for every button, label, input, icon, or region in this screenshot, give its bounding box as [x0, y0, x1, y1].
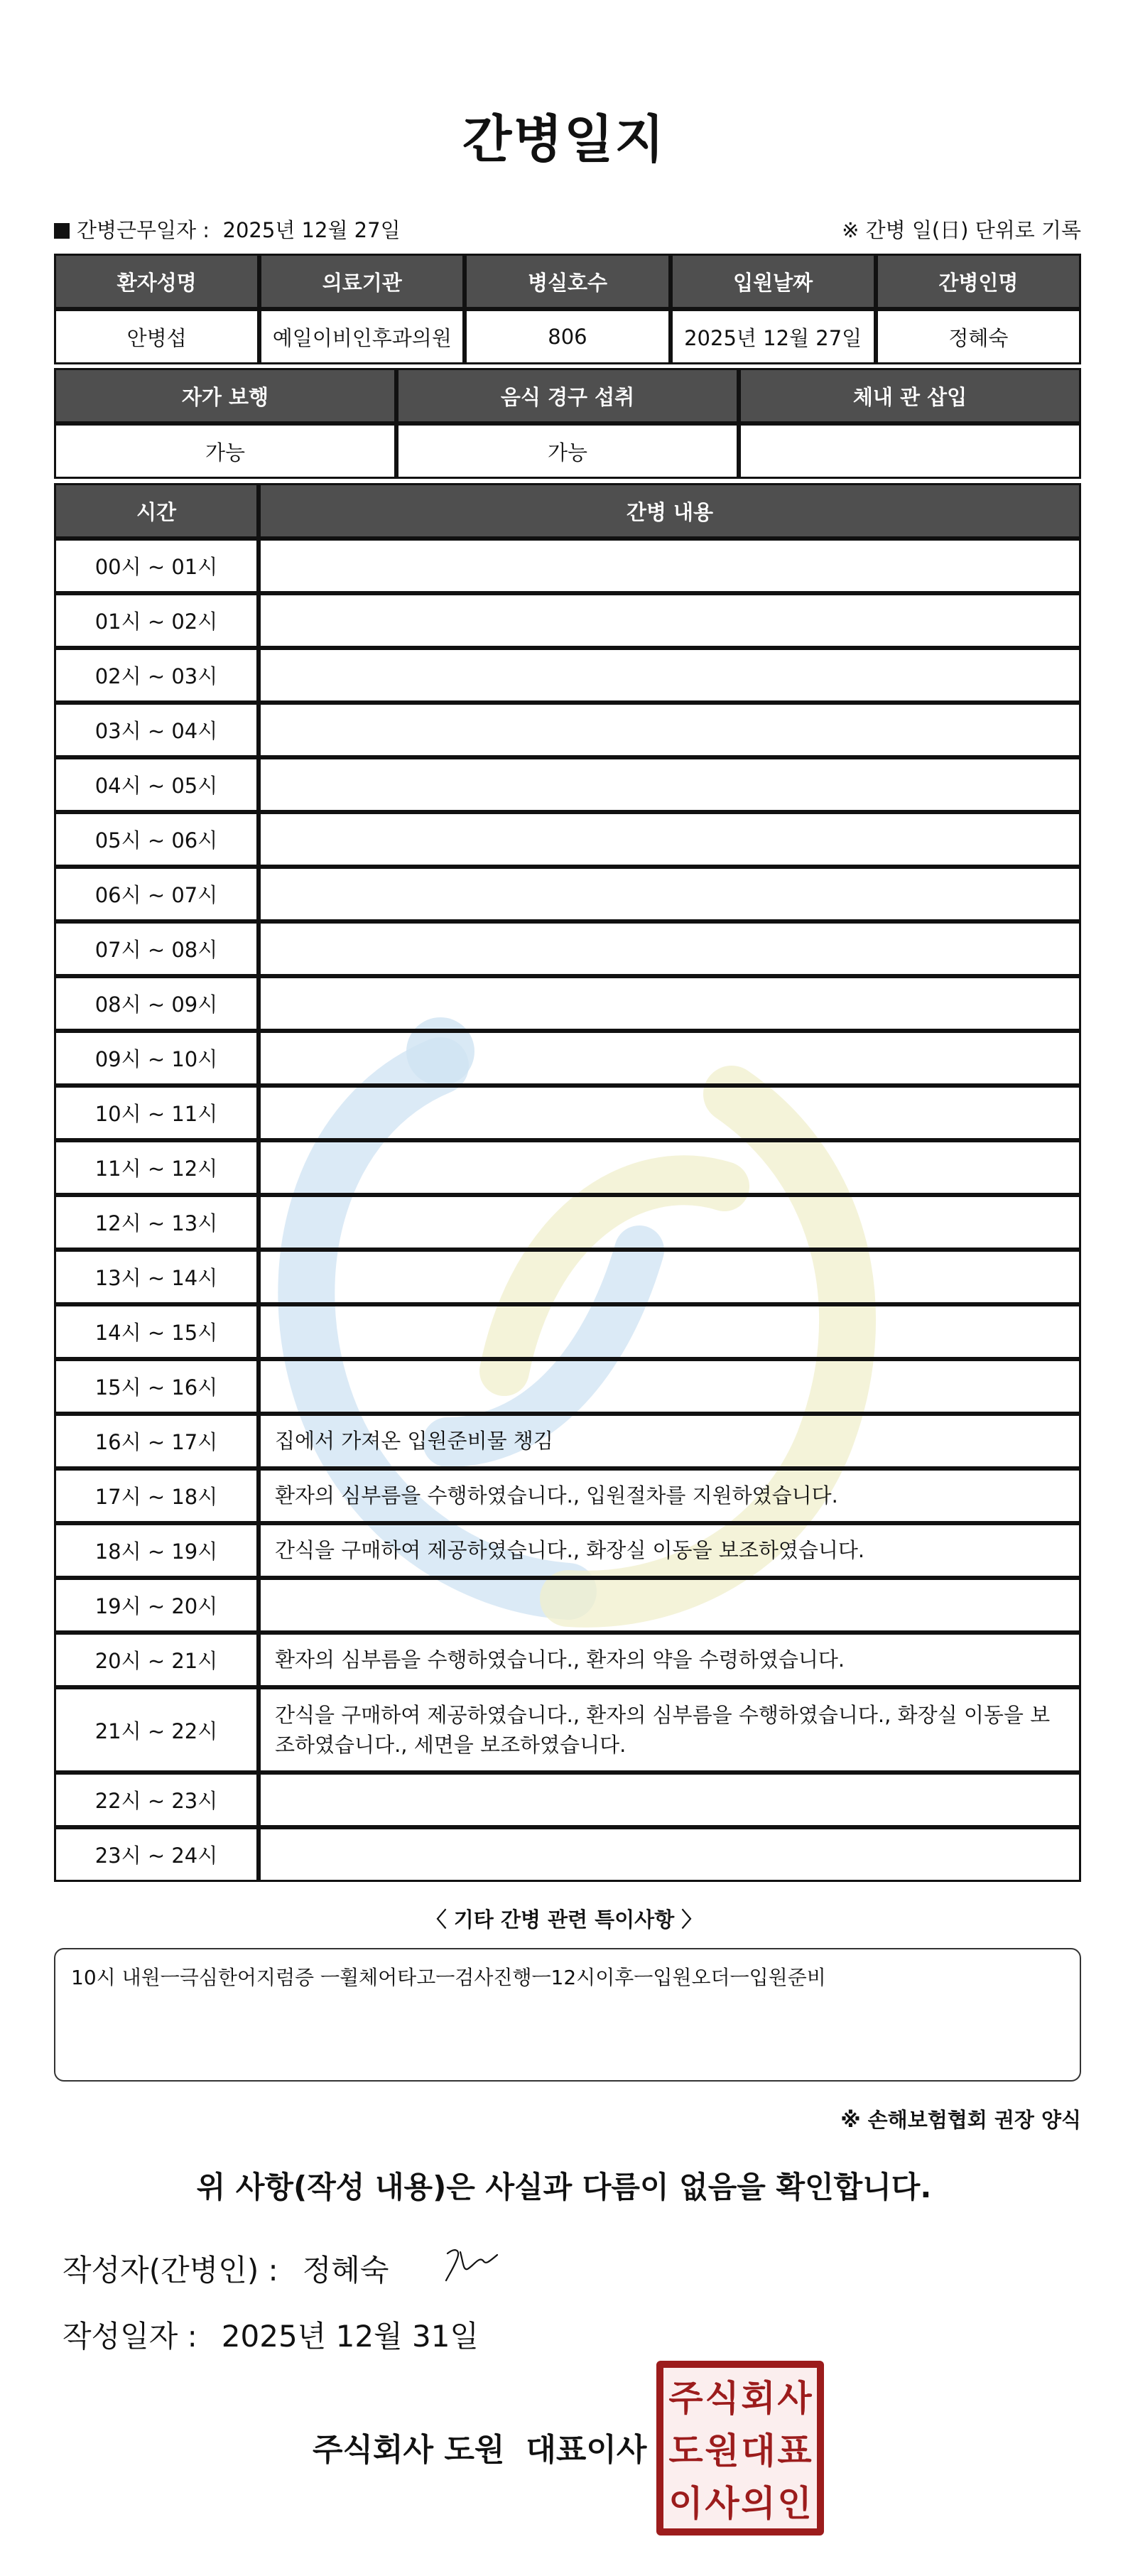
time-cell: 15시 ~ 16시	[54, 1359, 259, 1414]
content-cell	[259, 1304, 1081, 1359]
seal-char: 회	[741, 2377, 776, 2419]
walking-status: 가능	[54, 423, 396, 479]
table-row	[54, 1633, 1081, 1687]
seal-char: 식	[705, 2377, 739, 2419]
written-date-line	[63, 2313, 479, 2356]
seal-char: 의	[741, 2482, 776, 2524]
writer-label: 작성자(간병인) :	[63, 2253, 278, 2288]
time-cell: 03시 ~ 04시	[54, 703, 259, 757]
content-cell	[259, 648, 1081, 703]
admission-date: 2025년 12월 27일	[671, 309, 876, 364]
content-cell	[259, 1578, 1081, 1633]
patient-info-table	[54, 254, 1081, 364]
table-row	[54, 812, 1081, 867]
time-cell: 14시 ~ 15시	[54, 1304, 259, 1359]
recommend-note: ※ 손해보험협회 권장 양식	[840, 2108, 1081, 2132]
table-row	[54, 539, 1081, 593]
content-cell	[259, 1773, 1081, 1827]
confirmation-statement: 위 사항(작성 내용)은 사실과 다름이 없음을 확인합니다.	[196, 2170, 932, 2204]
time-cell: 06시 ~ 07시	[54, 867, 259, 921]
table-row	[54, 1773, 1081, 1827]
oral-intake-status: 가능	[396, 423, 739, 479]
table-row	[54, 1195, 1081, 1250]
content-cell	[259, 1140, 1081, 1195]
table-row	[54, 1086, 1081, 1140]
time-cell: 10시 ~ 11시	[54, 1086, 259, 1140]
time-cell: 12시 ~ 13시	[54, 1195, 259, 1250]
table-row	[54, 1523, 1081, 1578]
patient-name: 안병섭	[54, 309, 259, 364]
square-bullet-icon	[54, 223, 70, 239]
handwritten-signature	[439, 2238, 517, 2288]
table-row	[54, 1140, 1081, 1195]
content-cell: 간식을 구매하여 제공하였습니다., 화장실 이동을 보조하였습니다.	[259, 1523, 1081, 1578]
work-date-label: 간병근무일자 :	[77, 218, 210, 242]
seal-char: 인	[777, 2482, 812, 2524]
header-oral-intake: 음식 경구 섭취	[396, 368, 739, 423]
seal-char: 사	[777, 2377, 812, 2419]
time-cell: 04시 ~ 05시	[54, 757, 259, 812]
content-cell	[259, 593, 1081, 648]
content-cell	[259, 1195, 1081, 1250]
header-time: 시간	[54, 483, 259, 539]
table-row	[54, 1031, 1081, 1086]
written-date-label: 작성일자 :	[63, 2319, 197, 2354]
content-cell	[259, 757, 1081, 812]
table-row	[54, 703, 1081, 757]
company-seal-stamp	[656, 2361, 824, 2536]
content-cell	[259, 1359, 1081, 1414]
content-cell	[259, 867, 1081, 921]
remarks-label: 〈 기타 간병 관련 특이사항 〉	[425, 1907, 703, 1932]
time-cell: 22시 ~ 23시	[54, 1773, 259, 1827]
table-row	[54, 1250, 1081, 1304]
content-cell: 환자의 심부름을 수행하였습니다., 환자의 약을 수령하였습니다.	[259, 1633, 1081, 1687]
time-cell: 21시 ~ 22시	[54, 1687, 259, 1773]
time-cell: 23시 ~ 24시	[54, 1827, 259, 1882]
time-cell: 07시 ~ 08시	[54, 921, 259, 976]
care-log-table	[54, 483, 1081, 1882]
time-cell: 16시 ~ 17시	[54, 1414, 259, 1468]
content-cell	[259, 921, 1081, 976]
header-caregiver-name: 간병인명	[876, 254, 1081, 309]
written-date-value: 2025년 12월 31일	[221, 2319, 479, 2354]
content-cell	[259, 1031, 1081, 1086]
company-title: 대표이사	[526, 2432, 647, 2468]
time-cell: 18시 ~ 19시	[54, 1523, 259, 1578]
seal-char: 도	[668, 2430, 703, 2472]
patient-status-table	[54, 368, 1081, 479]
table-row	[54, 1578, 1081, 1633]
table-row	[54, 921, 1081, 976]
header-walking: 자가 보행	[54, 368, 396, 423]
table-row	[54, 867, 1081, 921]
header-hospital: 의료기관	[259, 254, 465, 309]
time-cell: 05시 ~ 06시	[54, 812, 259, 867]
table-row	[54, 593, 1081, 648]
time-cell: 02시 ~ 03시	[54, 648, 259, 703]
table-row	[54, 648, 1081, 703]
time-cell: 01시 ~ 02시	[54, 593, 259, 648]
company-signoff	[313, 2424, 668, 2469]
content-cell: 집에서 가져온 입원준비물 챙김	[259, 1414, 1081, 1468]
seal-char: 주	[668, 2377, 703, 2419]
table-row	[54, 757, 1081, 812]
time-cell: 19시 ~ 20시	[54, 1578, 259, 1633]
header-room-number: 병실호수	[465, 254, 670, 309]
seal-char: 이	[668, 2482, 703, 2524]
content-cell	[259, 1827, 1081, 1882]
tube-insertion-status	[739, 423, 1081, 479]
content-cell	[259, 539, 1081, 593]
content-cell	[259, 703, 1081, 757]
writer-line	[63, 2247, 389, 2290]
time-cell: 08시 ~ 09시	[54, 976, 259, 1031]
room-number: 806	[465, 309, 670, 364]
work-date-value: 2025년 12월 27일	[222, 218, 401, 242]
table-row	[54, 976, 1081, 1031]
content-cell	[259, 976, 1081, 1031]
work-date	[54, 215, 401, 244]
table-row	[54, 1414, 1081, 1468]
time-cell: 20시 ~ 21시	[54, 1633, 259, 1687]
table-row	[54, 1687, 1081, 1773]
seal-char: 사	[705, 2482, 739, 2524]
time-cell: 17시 ~ 18시	[54, 1468, 259, 1523]
header-admission-date: 입원날짜	[671, 254, 876, 309]
table-row	[54, 1304, 1081, 1359]
seal-char: 대	[741, 2430, 776, 2472]
hospital: 예일이비인후과의원	[259, 309, 465, 364]
header-patient-name: 환자성명	[54, 254, 259, 309]
time-cell: 13시 ~ 14시	[54, 1250, 259, 1304]
seal-char: 표	[777, 2430, 812, 2472]
seal-char: 원	[705, 2430, 739, 2472]
table-row	[54, 1827, 1081, 1882]
content-cell: 간식을 구매하여 제공하였습니다., 환자의 심부름을 수행하였습니다., 화장실 이동을 보조하였습니다., 세면을 보조하였습니다.	[259, 1687, 1081, 1773]
header-care-content: 간병 내용	[259, 483, 1081, 539]
writer-name: 정혜숙	[302, 2253, 389, 2288]
time-cell: 11시 ~ 12시	[54, 1140, 259, 1195]
caregiver-name: 정혜숙	[876, 309, 1081, 364]
company-name: 주식회사 도원	[313, 2432, 505, 2468]
page-title: 간병일지	[462, 109, 666, 169]
unit-note: ※ 간병 일(日) 단위로 기록	[842, 218, 1081, 242]
content-cell: 환자의 심부름을 수행하였습니다., 입원절차를 지원하였습니다.	[259, 1468, 1081, 1523]
remarks-box: 10시 내원ㅡ극심한어지럼증 ㅡ휠체어타고ㅡ검사진행ㅡ12시이후ㅡ입원오더ㅡ입원준비	[54, 1948, 1081, 2082]
header-tube-insertion: 체내 관 삽입	[739, 368, 1081, 423]
time-cell: 00시 ~ 01시	[54, 539, 259, 593]
table-row	[54, 1359, 1081, 1414]
time-cell: 09시 ~ 10시	[54, 1031, 259, 1086]
content-cell	[259, 1086, 1081, 1140]
content-cell	[259, 1250, 1081, 1304]
content-cell	[259, 812, 1081, 867]
table-row	[54, 1468, 1081, 1523]
